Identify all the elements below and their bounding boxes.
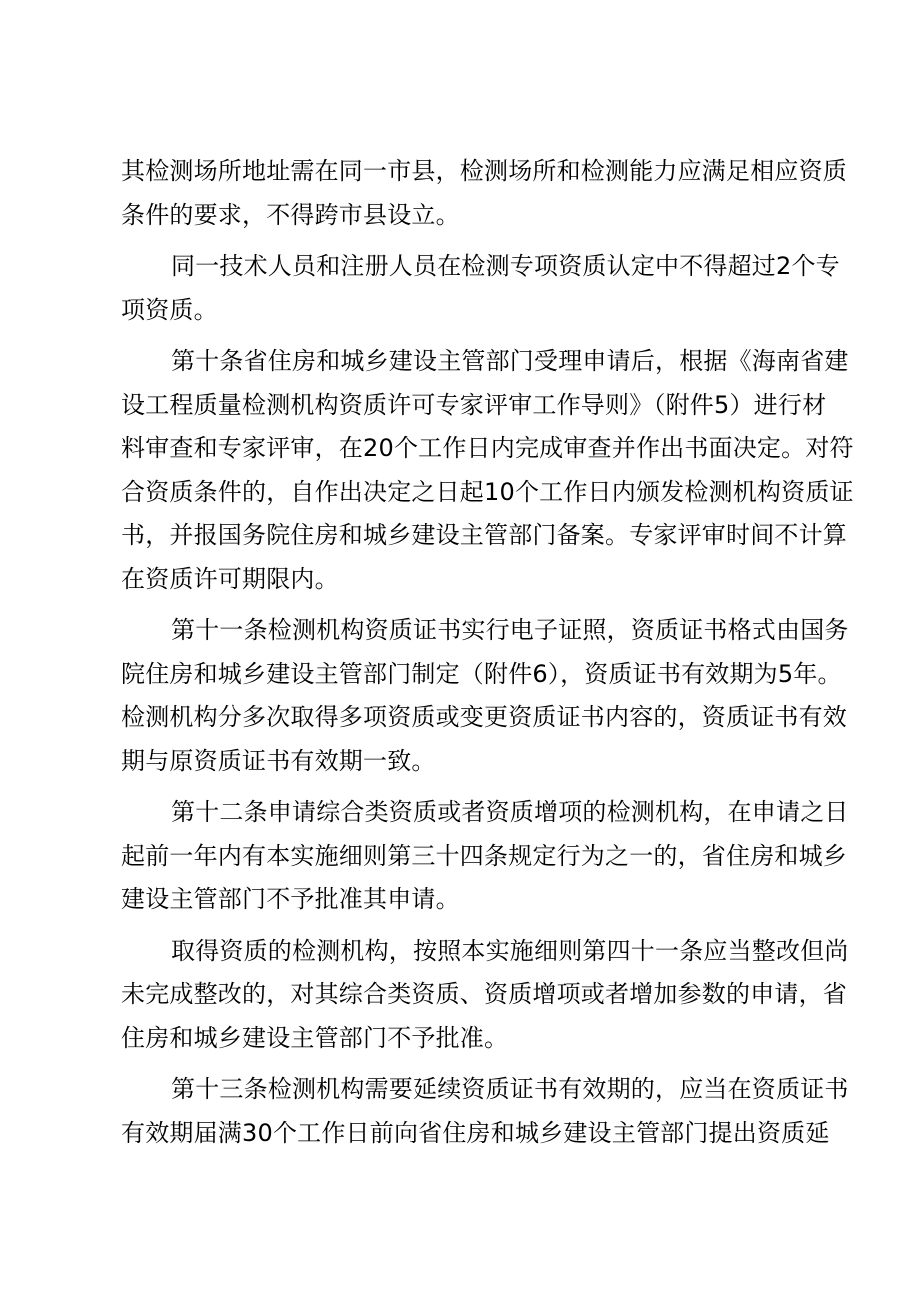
text-line: 建设主管部门不予批准其申请。 bbox=[121, 885, 460, 913]
text-line: 在资质许可期限内。 bbox=[121, 564, 339, 593]
text-line: 料审查和专家评审，在20个工作日内完成审查并作出书面决定。对符 bbox=[121, 434, 854, 462]
text-line: 第十一条检测机构资质证书实行电子证照，资质证书格式由国务 bbox=[171, 616, 849, 644]
text-line: 第十三条检测机构需要延续资质证书有效期的，应当在资质证书 bbox=[171, 1075, 849, 1103]
text-line: 期与原资质证书有效期一致。 bbox=[121, 746, 436, 775]
text-line: 住房和城乡建设主管部门不予批准。 bbox=[121, 1023, 509, 1052]
paragraph-testing-site-location bbox=[121, 150, 847, 237]
text-line: 合资质条件的，自作出决定之日起10个工作日内颁发检测机构资质证 bbox=[121, 477, 854, 506]
text-line: 其检测场所地址需在同一市县，检测场所和检测能力应满足相应资质 bbox=[121, 157, 847, 185]
text-line: 书，并报国务院住房和城乡建设主管部门备案。专家评审时间不计算 bbox=[121, 521, 847, 549]
paragraph-technical-staff-limit bbox=[121, 245, 840, 332]
text-line: 项资质。 bbox=[121, 295, 218, 324]
text-line: 检测机构分多次取得多项资质或变更资质证书内容的，资质证书有效 bbox=[121, 703, 847, 731]
text-line: 院住房和城乡建设主管部门制定（附件6），资质证书有效期为5年。 bbox=[121, 659, 842, 688]
text-line: 有效期届满30个工作日前向省住房和城乡建设主管部门提出资质延 bbox=[121, 1118, 830, 1147]
text-line: 设工程质量检测机构资质许可专家评审工作导则》（附件5）进行材 bbox=[121, 390, 827, 419]
paragraph-article-10 bbox=[121, 340, 854, 601]
text-line: 第十二条申请综合类资质或者资质增项的检测机构，在申请之日 bbox=[171, 798, 849, 826]
paragraph-rectification bbox=[121, 930, 849, 1061]
text-line: 起前一年内有本实施细则第三十四条规定行为之一的，省住房和城乡 bbox=[121, 841, 847, 870]
text-line: 取得资质的检测机构，按照本实施细则第四十一条应当整改但尚 bbox=[171, 936, 849, 965]
text-line: 未完成整改的，对其综合类资质、资质增项或者增加参数的申请，省 bbox=[121, 980, 847, 1008]
text-line: 第十条省住房和城乡建设主管部门受理申请后，根据《海南省建 bbox=[171, 347, 849, 375]
document-body bbox=[121, 150, 854, 1155]
paragraph-article-13 bbox=[121, 1068, 849, 1155]
paragraph-article-11 bbox=[121, 609, 849, 783]
paragraph-article-12 bbox=[121, 791, 849, 922]
text-line: 同一技术人员和注册人员在检测专项资质认定中不得超过2个专 bbox=[171, 252, 840, 280]
text-line: 条件的要求，不得跨市县设立。 bbox=[121, 200, 460, 229]
